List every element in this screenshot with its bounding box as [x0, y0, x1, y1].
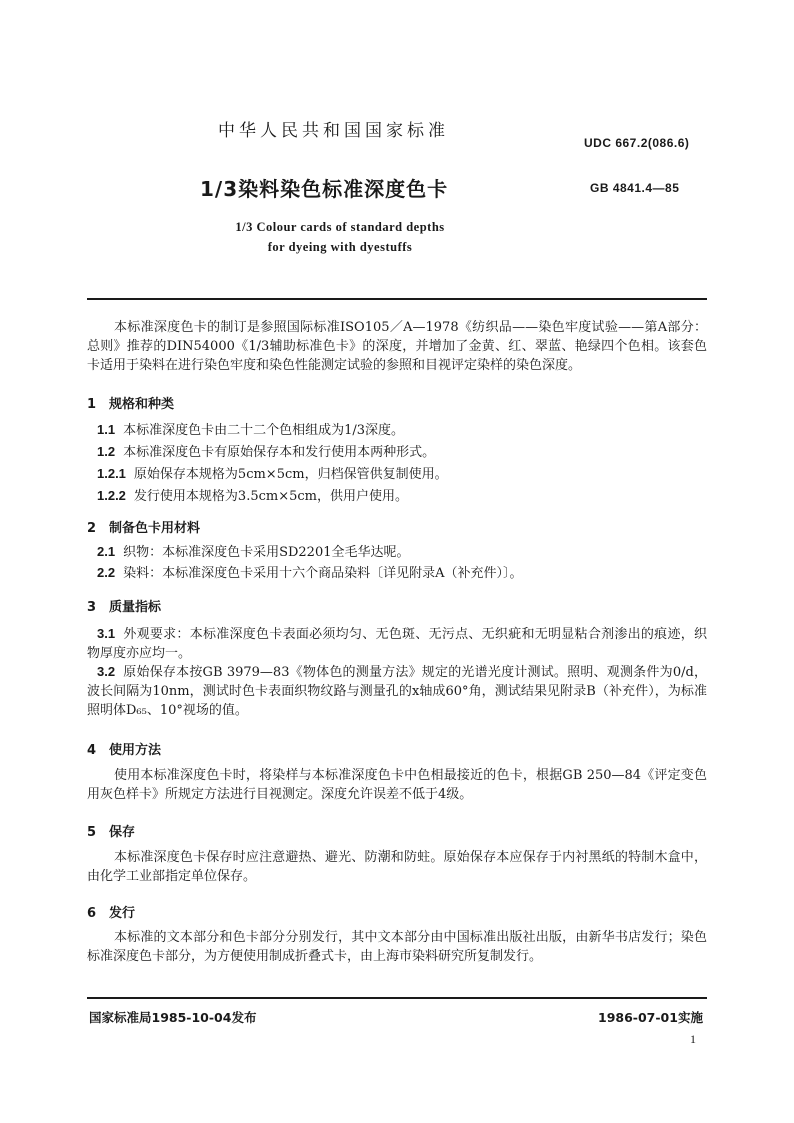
page-number: 1: [690, 1032, 696, 1046]
section-heading: [87, 596, 161, 615]
item-number: 3.1: [97, 626, 116, 641]
gb-standard-code: GB 4841.4—85: [590, 181, 680, 195]
english-title-line-2: for dyeing with dyestuffs: [267, 240, 413, 254]
section-number: 5: [87, 825, 97, 840]
issue-date: 国家标准局1985-10-04发布: [89, 1010, 257, 1025]
section-title: 保存: [109, 825, 136, 840]
section-title: 质量指标: [109, 600, 162, 615]
list-item: [97, 563, 707, 584]
udc-code: UDC 667.2(086.6): [584, 136, 690, 150]
item-number: 1.2.2: [97, 488, 126, 503]
section-paragraph: 本标准深度色卡保存时应注意避热、避光、防潮和防蛀。原始保存本应保存于内衬黑纸的特制木盒中，由化学工业部指定单位保存。: [87, 850, 707, 884]
list-item: [97, 464, 707, 485]
list-item: [97, 442, 707, 463]
section-paragraph: 本标准的文本部分和色卡部分分别发行，其中文本部分由中国标准出版社出版，由新华书店发行；染色标准深度色卡部分，为方便使用制成折叠式卡，由上海市染料研究所复制发行。: [87, 930, 707, 964]
section-title: 发行: [109, 906, 136, 921]
section-title: 规格和种类: [109, 397, 175, 412]
list-item: [97, 486, 707, 507]
item-number: 3.2: [97, 664, 116, 679]
section-heading: [87, 739, 161, 758]
item-number: 1.1: [97, 422, 116, 437]
list-item: [97, 542, 707, 563]
section-paragraph: 使用本标准深度色卡时，将染样与本标准深度色卡中色相最接近的色卡，根据GB 250—84《评定变色用灰色样卡》所规定方法进行目视测定。深度允许误差不低于4级。: [87, 768, 707, 802]
list-item: [97, 420, 707, 441]
item-number: 1.2.1: [97, 466, 126, 481]
section-number: 6: [87, 906, 97, 921]
section-number: 1: [87, 397, 97, 412]
effective-date: 1986-07-01实施: [598, 1010, 703, 1025]
section-title: 使用方法: [109, 743, 162, 758]
intro-paragraph: 本标准深度色卡的制订是参照国际标准ISO105／A—1978《纺织品——染色牢度试验——第A部分：总则》推荐的DIN54000《1/3辅助标准色卡》的深度，并增加了金黄、红、翠蓝、艳绿四个色相。该套色卡适用于染料在进行染色牢度和染色性能测定试验的参照和目视评定染样的染色深度。: [87, 320, 707, 373]
item-text: 外观要求：本标准深度色卡表面必须均匀、无色斑、无污点、无织疵和无明显粘合剂渗出的痕迹，织物厚度亦应均一。: [87, 627, 707, 661]
item-text: 本标准深度色卡由二十二个色相组成为1/3深度。: [123, 423, 405, 438]
header-divider: [87, 298, 707, 300]
section-heading: [87, 821, 135, 840]
document-title: 1/3染料染色标准深度色卡: [200, 177, 449, 201]
list-item: [87, 662, 707, 720]
item-text: 原始保存本规格为5cm×5cm，归档保管供复制使用。: [133, 467, 448, 482]
section-number: 2: [87, 521, 97, 536]
item-text: 染料：本标准深度色卡采用十六个商品染料〔详见附录A（补充件）〕。: [123, 566, 523, 581]
footer-divider: [87, 997, 707, 999]
section-title: 制备色卡用材料: [109, 521, 201, 536]
list-item: [87, 624, 707, 663]
section-heading: [87, 517, 200, 536]
item-text: 本标准深度色卡有原始保存本和发行使用本两种形式。: [123, 445, 436, 460]
item-number: 2.1: [97, 544, 116, 559]
section-heading: [87, 393, 174, 412]
english-title-line-1: 1/3 Colour cards of standard depths: [235, 220, 445, 234]
item-text: 原始保存本按GB 3979—83《物体色的测量方法》规定的光谱光度计测试。照明、观测条件为0/d，波长间隔为10nm，测试时色卡表面织物纹路与测量孔的x轴成60°角，测试结果见附录B（补充件），为标准照明体D₆₅、10°视场的值。: [87, 665, 707, 718]
section-number: 4: [87, 743, 97, 758]
item-text: 织物：本标准深度色卡采用SD2201全毛华达呢。: [123, 545, 410, 560]
item-number: 2.2: [97, 565, 116, 580]
national-standard-label: 中华人民共和国国家标准: [218, 121, 449, 141]
section-heading: [87, 902, 135, 921]
item-number: 1.2: [97, 444, 116, 459]
section-number: 3: [87, 600, 97, 615]
item-text: 发行使用本规格为3.5cm×5cm，供用户使用。: [133, 489, 408, 504]
